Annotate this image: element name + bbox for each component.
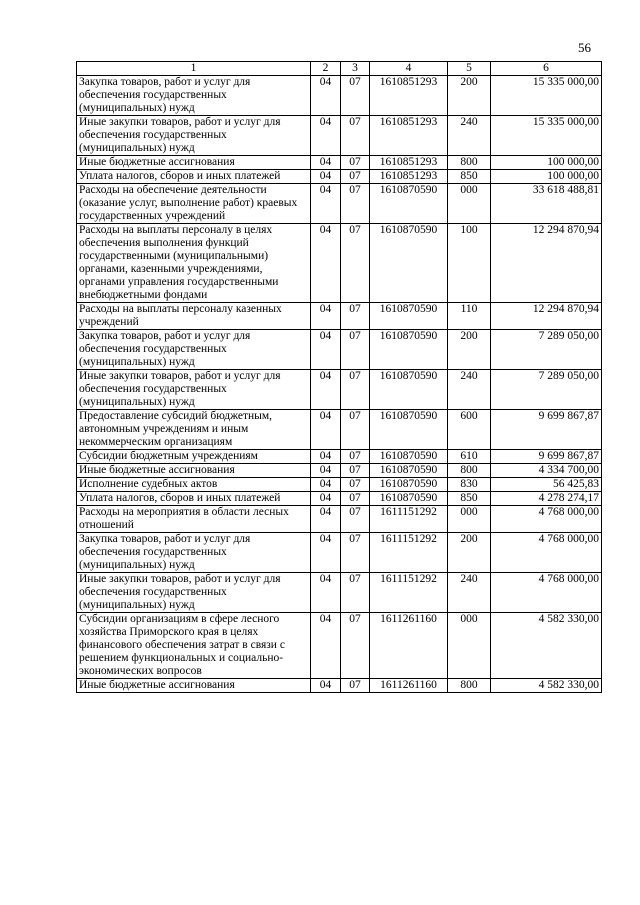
cell-target-code: 1610870590 <box>370 330 448 370</box>
cell-section: 04 <box>311 76 341 116</box>
table-row <box>77 464 602 478</box>
cell-name: Расходы на мероприятия в области лесных отношений <box>77 506 311 533</box>
cell-section: 04 <box>311 303 341 330</box>
cell-section: 04 <box>311 573 341 613</box>
table-row <box>77 450 602 464</box>
cell-section: 04 <box>311 156 341 170</box>
cell-amount: 9 699 867,87 <box>491 450 602 464</box>
cell-expense-type: 610 <box>448 450 491 464</box>
cell-expense-type: 000 <box>448 184 491 224</box>
cell-amount: 4 278 274,17 <box>491 492 602 506</box>
cell-subsection: 07 <box>341 184 370 224</box>
cell-expense-type: 110 <box>448 303 491 330</box>
cell-subsection: 07 <box>341 478 370 492</box>
cell-name: Расходы на обеспечение деятельности (оказание услуг, выполнение работ) краевых государственных учреждений <box>77 184 311 224</box>
cell-name: Иные бюджетные ассигнования <box>77 464 311 478</box>
budget-table <box>76 61 602 693</box>
cell-subsection: 07 <box>341 224 370 303</box>
cell-target-code: 1611261160 <box>370 679 448 693</box>
cell-section: 04 <box>311 410 341 450</box>
cell-target-code: 1610870590 <box>370 303 448 330</box>
cell-amount: 4 768 000,00 <box>491 506 602 533</box>
cell-amount: 9 699 867,87 <box>491 410 602 450</box>
cell-expense-type: 830 <box>448 478 491 492</box>
cell-amount: 4 582 330,00 <box>491 679 602 693</box>
cell-target-code: 1610870590 <box>370 370 448 410</box>
cell-target-code: 1610870590 <box>370 184 448 224</box>
cell-name: Исполнение судебных актов <box>77 478 311 492</box>
table-row <box>77 533 602 573</box>
cell-subsection: 07 <box>341 330 370 370</box>
cell-name: Уплата налогов, сборов и иных платежей <box>77 492 311 506</box>
cell-subsection: 07 <box>341 492 370 506</box>
cell-target-code: 1610870590 <box>370 492 448 506</box>
table-row <box>77 573 602 613</box>
page-number: 56 <box>578 40 591 55</box>
table-row <box>77 492 602 506</box>
table-row <box>77 303 602 330</box>
cell-name: Закупка товаров, работ и услуг для обеспечения государственных (муниципальных) нужд <box>77 330 311 370</box>
table-row <box>77 613 602 679</box>
cell-expense-type: 000 <box>448 506 491 533</box>
cell-section: 04 <box>311 170 341 184</box>
cell-expense-type: 800 <box>448 464 491 478</box>
cell-amount: 15 335 000,00 <box>491 76 602 116</box>
table-row <box>77 679 602 693</box>
header-cell: 1 <box>77 62 311 76</box>
cell-subsection: 07 <box>341 679 370 693</box>
cell-section: 04 <box>311 224 341 303</box>
cell-amount: 12 294 870,94 <box>491 224 602 303</box>
cell-expense-type: 200 <box>448 76 491 116</box>
cell-target-code: 1610851293 <box>370 116 448 156</box>
cell-target-code: 1610870590 <box>370 224 448 303</box>
cell-section: 04 <box>311 450 341 464</box>
cell-name: Иные бюджетные ассигнования <box>77 156 311 170</box>
cell-subsection: 07 <box>341 156 370 170</box>
table-row <box>77 156 602 170</box>
cell-subsection: 07 <box>341 410 370 450</box>
cell-expense-type: 800 <box>448 679 491 693</box>
table-row <box>77 184 602 224</box>
cell-amount: 7 289 050,00 <box>491 330 602 370</box>
cell-subsection: 07 <box>341 370 370 410</box>
cell-subsection: 07 <box>341 533 370 573</box>
cell-section: 04 <box>311 613 341 679</box>
cell-section: 04 <box>311 506 341 533</box>
cell-subsection: 07 <box>341 76 370 116</box>
cell-section: 04 <box>311 184 341 224</box>
cell-expense-type: 000 <box>448 613 491 679</box>
cell-section: 04 <box>311 370 341 410</box>
cell-section: 04 <box>311 492 341 506</box>
cell-target-code: 1610851293 <box>370 170 448 184</box>
cell-name: Иные закупки товаров, работ и услуг для обеспечения государственных (муниципальных) нужд <box>77 116 311 156</box>
cell-name: Закупка товаров, работ и услуг для обеспечения государственных (муниципальных) нужд <box>77 76 311 116</box>
cell-section: 04 <box>311 116 341 156</box>
table-row <box>77 478 602 492</box>
cell-section: 04 <box>311 464 341 478</box>
cell-expense-type: 240 <box>448 370 491 410</box>
cell-target-code: 1611151292 <box>370 573 448 613</box>
cell-subsection: 07 <box>341 303 370 330</box>
cell-expense-type: 800 <box>448 156 491 170</box>
cell-target-code: 1610870590 <box>370 478 448 492</box>
cell-expense-type: 200 <box>448 533 491 573</box>
cell-subsection: 07 <box>341 613 370 679</box>
cell-name: Расходы на выплаты персоналу казенных учреждений <box>77 303 311 330</box>
cell-amount: 56 425,83 <box>491 478 602 492</box>
cell-subsection: 07 <box>341 450 370 464</box>
cell-target-code: 1610851293 <box>370 76 448 116</box>
cell-name: Иные закупки товаров, работ и услуг для обеспечения государственных (муниципальных) нужд <box>77 370 311 410</box>
cell-target-code: 1611151292 <box>370 533 448 573</box>
cell-section: 04 <box>311 679 341 693</box>
cell-expense-type: 600 <box>448 410 491 450</box>
cell-expense-type: 200 <box>448 330 491 370</box>
table-row <box>77 370 602 410</box>
table-row <box>77 116 602 156</box>
cell-target-code: 1610870590 <box>370 464 448 478</box>
cell-expense-type: 850 <box>448 170 491 184</box>
cell-target-code: 1610870590 <box>370 410 448 450</box>
cell-subsection: 07 <box>341 506 370 533</box>
cell-amount: 4 768 000,00 <box>491 533 602 573</box>
table-header-row <box>77 62 602 76</box>
header-cell: 3 <box>341 62 370 76</box>
cell-subsection: 07 <box>341 116 370 156</box>
cell-name: Иные закупки товаров, работ и услуг для обеспечения государственных (муниципальных) нужд <box>77 573 311 613</box>
cell-target-code: 1610870590 <box>370 450 448 464</box>
table-row <box>77 330 602 370</box>
cell-name: Субсидии организациям в сфере лесного хозяйства Приморского края в целях финансового обеспечения затрат в связи с решением функциональных и социально-экономических вопросов <box>77 613 311 679</box>
cell-name: Расходы на выплаты персоналу в целях обеспечения выполнения функций государственными (муниципальными) органами, казенными учреждениями, органами управления государственными внебюджетными фондами <box>77 224 311 303</box>
cell-subsection: 07 <box>341 464 370 478</box>
cell-amount: 100 000,00 <box>491 170 602 184</box>
cell-target-code: 1611151292 <box>370 506 448 533</box>
cell-subsection: 07 <box>341 573 370 613</box>
cell-section: 04 <box>311 478 341 492</box>
cell-name: Субсидии бюджетным учреждениям <box>77 450 311 464</box>
cell-target-code: 1610851293 <box>370 156 448 170</box>
cell-amount: 100 000,00 <box>491 156 602 170</box>
cell-name: Уплата налогов, сборов и иных платежей <box>77 170 311 184</box>
cell-expense-type: 240 <box>448 573 491 613</box>
cell-amount: 7 289 050,00 <box>491 370 602 410</box>
header-cell: 6 <box>491 62 602 76</box>
cell-amount: 4 768 000,00 <box>491 573 602 613</box>
header-cell: 4 <box>370 62 448 76</box>
header-cell: 2 <box>311 62 341 76</box>
cell-amount: 4 334 700,00 <box>491 464 602 478</box>
header-cell: 5 <box>448 62 491 76</box>
cell-expense-type: 240 <box>448 116 491 156</box>
cell-amount: 15 335 000,00 <box>491 116 602 156</box>
cell-amount: 4 582 330,00 <box>491 613 602 679</box>
cell-target-code: 1611261160 <box>370 613 448 679</box>
cell-expense-type: 850 <box>448 492 491 506</box>
table-row <box>77 170 602 184</box>
cell-expense-type: 100 <box>448 224 491 303</box>
cell-amount: 12 294 870,94 <box>491 303 602 330</box>
cell-amount: 33 618 488,81 <box>491 184 602 224</box>
table-row <box>77 224 602 303</box>
cell-section: 04 <box>311 533 341 573</box>
table-row <box>77 506 602 533</box>
cell-name: Предоставление субсидий бюджетным, автономным учреждениям и иным некоммерческим организациям <box>77 410 311 450</box>
cell-section: 04 <box>311 330 341 370</box>
cell-name: Закупка товаров, работ и услуг для обеспечения государственных (муниципальных) нужд <box>77 533 311 573</box>
table-row <box>77 410 602 450</box>
cell-name: Иные бюджетные ассигнования <box>77 679 311 693</box>
table-row <box>77 76 602 116</box>
cell-subsection: 07 <box>341 170 370 184</box>
